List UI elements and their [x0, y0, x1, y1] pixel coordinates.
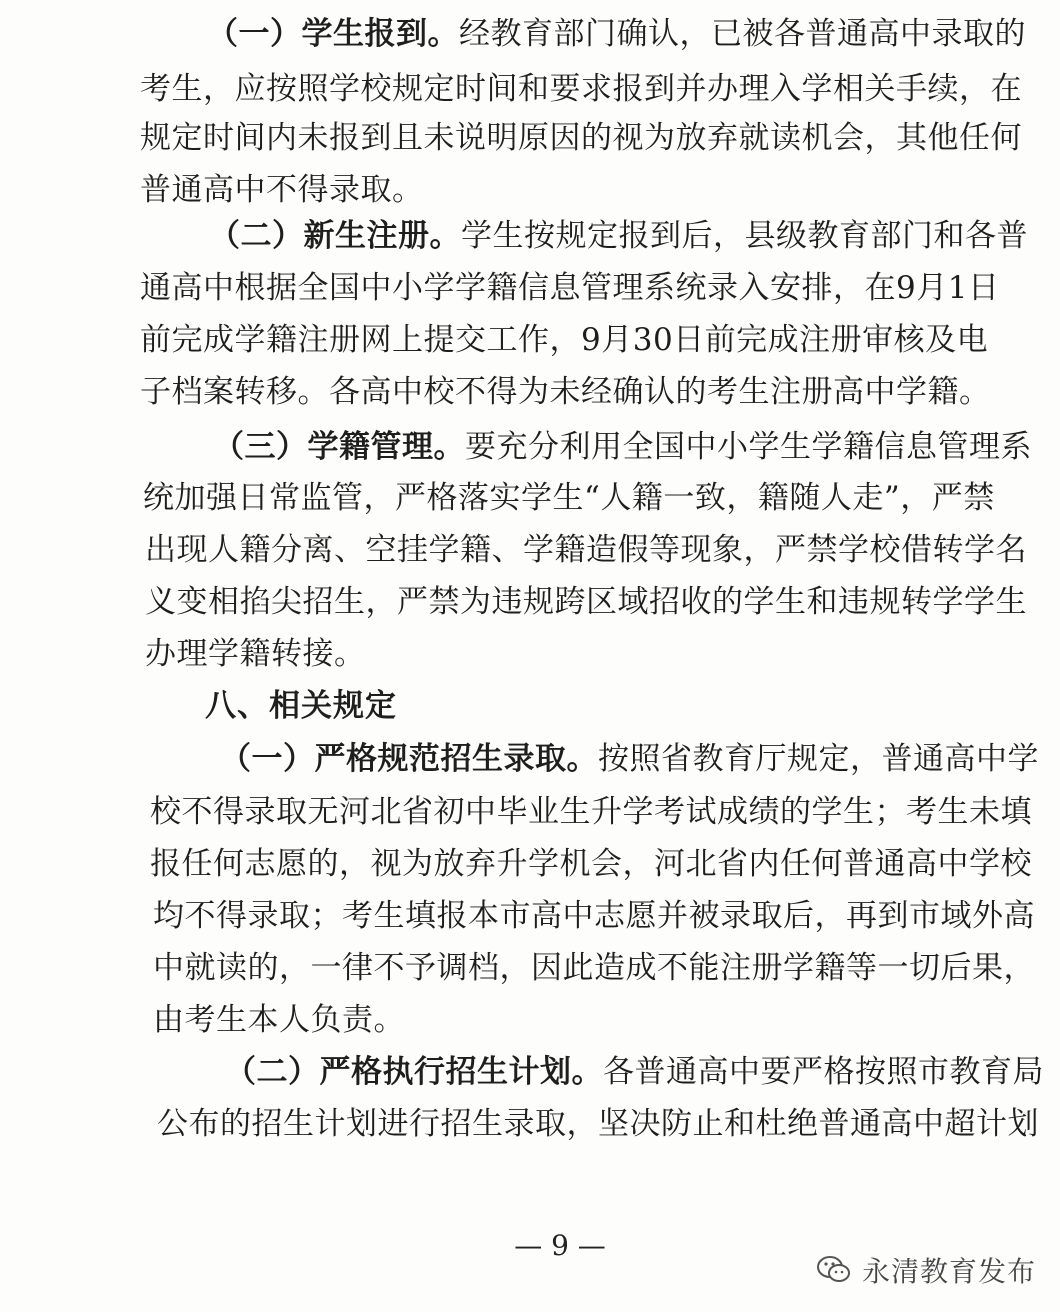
paragraph-lead: （一）严格规范招生录取。 [220, 741, 598, 777]
paragraph-first-line [209, 216, 1028, 256]
paragraph-line: 均不得录取；考生填报本市高中志愿并被录取后，再到市域外高 [153, 898, 1035, 934]
paragraph-first-line [213, 427, 1032, 467]
paragraph-line: 普通高中不得录取。 [140, 172, 424, 208]
paragraph-line: 公布的招生计划进行招生录取，坚决防止和杜绝普通高中超计划 [157, 1106, 1039, 1142]
paragraph-line: 由考生本人负责。 [153, 1002, 405, 1038]
paragraph-text: 要充分利用全国中小学生学籍信息管理系 [465, 429, 1032, 465]
paragraph-first-line [220, 739, 1039, 779]
paragraph-line: 子档案转移。各高中校不得为未经确认的考生注册高中学籍。 [140, 374, 991, 410]
paragraph-text: 经教育部门确认，已被各普通高中录取的 [459, 16, 1026, 52]
paragraph-line: 考生，应按照学校规定时间和要求报到并办理入学相关手续，在 [140, 71, 1022, 107]
paragraph-lead: （三）学籍管理。 [213, 429, 465, 465]
paragraph-line: 办理学籍转接。 [145, 636, 366, 672]
paragraph-line: 规定时间内未报到且未说明原因的视为放弃就读机会，其他任何 [140, 120, 1022, 156]
paragraph-line: 校不得录取无河北省初中毕业生升学考试成绩的学生；考生未填 [150, 794, 1032, 830]
paragraph-first-line [207, 14, 1026, 54]
paragraph-line: 前完成学籍注册网上提交工作，9月30日前完成注册审核及电 [140, 322, 989, 358]
paragraph-lead: （二）严格执行招生计划。 [225, 1054, 603, 1090]
paragraph-first-line [225, 1052, 1044, 1092]
paragraph-line: 通高中根据全国中小学学籍信息管理系统录入安排，在9月1日 [140, 270, 1000, 306]
paragraph-line: 报任何志愿的，视为放弃升学机会，河北省内任何普通高中学校 [150, 846, 1032, 882]
wechat-official-account-icon [816, 1254, 852, 1286]
paragraph-text: 按照省教育厅规定，普通高中学 [598, 741, 1039, 777]
paragraph-line: 义变相掐尖招生，严禁为违规跨区域招收的学生和违规转学学生 [145, 584, 1027, 620]
paragraph-text: 各普通高中要严格按照市教育局 [603, 1054, 1044, 1090]
paragraph-line: 出现人籍分离、空挂学籍、学籍造假等现象，严禁学校借转学名 [145, 532, 1027, 568]
watermark-text: 永清教育发布 [861, 1255, 1036, 1288]
paragraph-lead: （二）新生注册。 [209, 218, 461, 254]
section-heading: 八、相关规定 [205, 688, 397, 724]
paragraph-text: 学生按规定报到后，县级教育部门和各普 [461, 218, 1028, 254]
paragraph-lead: （一）学生报到。 [207, 16, 459, 52]
paragraph-line: 统加强日常监管，严格落实学生“人籍一致，籍随人走”，严禁 [143, 480, 995, 516]
page-number: — 9 — [514, 1229, 606, 1262]
source-watermark [816, 1250, 1036, 1290]
paragraph-line: 中就读的，一律不予调档，因此造成不能注册学籍等一切后果， [153, 950, 1035, 986]
